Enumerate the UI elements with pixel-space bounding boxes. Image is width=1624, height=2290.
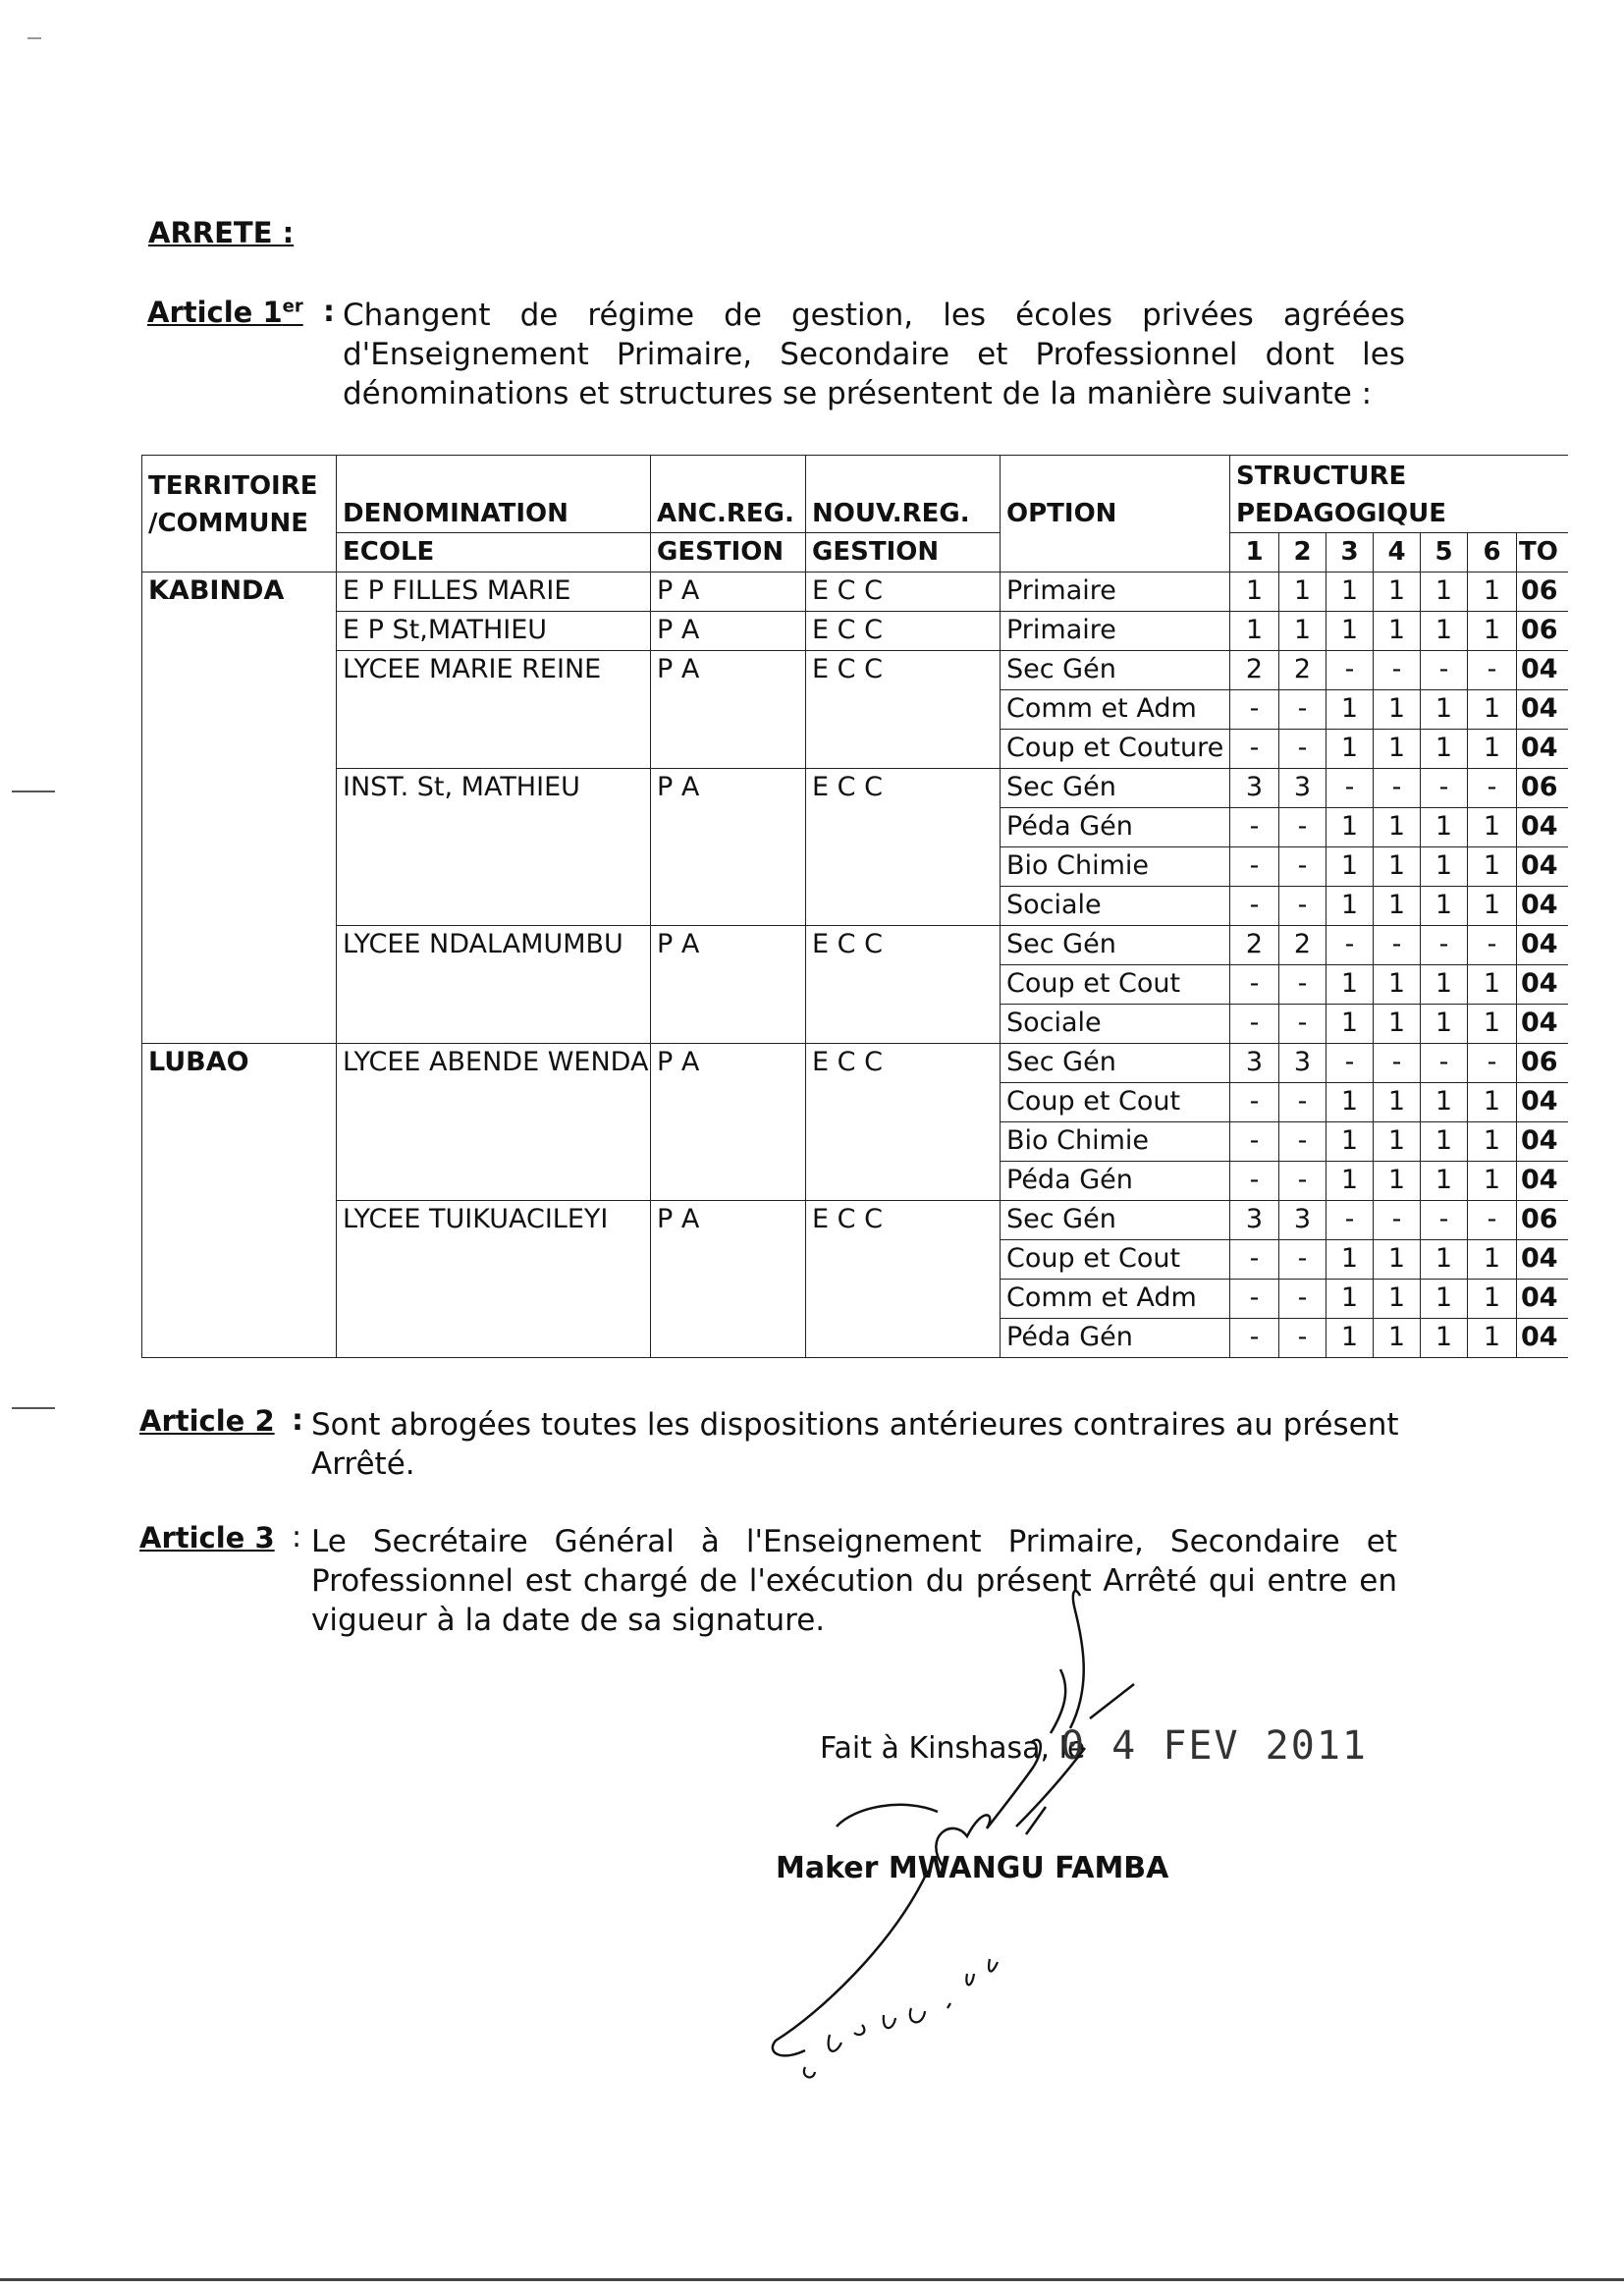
level-cell: 1 <box>1421 1280 1468 1319</box>
level-cell: - <box>1230 847 1279 887</box>
level-cell: 1 <box>1421 1083 1468 1122</box>
level-cell: 1 <box>1326 1240 1374 1280</box>
level-cell: 1 <box>1326 1005 1374 1044</box>
option-cell: Sec Gén <box>1001 651 1230 690</box>
level-cell: 3 <box>1230 1201 1279 1240</box>
table-row <box>142 1201 1568 1240</box>
total-cell: 04 <box>1517 651 1568 690</box>
level-cell: - <box>1230 965 1279 1005</box>
header-ecole: ECOLE <box>337 533 651 572</box>
level-cell: - <box>1326 926 1374 965</box>
option-cell: Bio Chimie <box>1001 847 1230 887</box>
signature-place: Fait à Kinshasa, le <box>820 1731 1086 1766</box>
level-cell: 3 <box>1279 1201 1326 1240</box>
article3-line: Professionnel est chargé de l'exécution du présent Arrêté qui entre en <box>311 1563 1397 1599</box>
total-cell: 04 <box>1517 1162 1568 1201</box>
signature-stroke <box>1016 1684 1134 1827</box>
article1-line: dénominations et structures se présentent de la manière suivante : <box>343 376 1373 411</box>
nouv-gestion-cell: E C C <box>806 572 1001 612</box>
level-cell: - <box>1421 769 1468 808</box>
option-cell: Bio Chimie <box>1001 1122 1230 1162</box>
school-name-cell: INST. St, MATHIEU <box>337 769 651 926</box>
table-row <box>142 612 1568 651</box>
level-cell: 1 <box>1374 965 1421 1005</box>
level-cell: 1 <box>1230 612 1279 651</box>
level-cell: 1 <box>1374 847 1421 887</box>
total-cell: 04 <box>1517 1280 1568 1319</box>
option-cell: Sec Gén <box>1001 1201 1230 1240</box>
level-cell: - <box>1468 1201 1517 1240</box>
level-cell: 1 <box>1421 1240 1468 1280</box>
level-cell: - <box>1279 1083 1326 1122</box>
level-cell: - <box>1230 1122 1279 1162</box>
level-cell: - <box>1279 965 1326 1005</box>
header-anc-gestion: GESTION <box>651 533 806 572</box>
level-cell: 1 <box>1326 965 1374 1005</box>
level-cell: 1 <box>1279 572 1326 612</box>
total-cell: 06 <box>1517 572 1568 612</box>
level-cell: - <box>1374 1201 1421 1240</box>
level-cell: 1 <box>1421 808 1468 847</box>
level-cell: - <box>1230 730 1279 769</box>
level-cell: - <box>1374 1044 1421 1083</box>
option-cell: Primaire <box>1001 572 1230 612</box>
school-name-cell: LYCEE TUIKUACILEYI <box>337 1201 651 1358</box>
school-name-cell: E P St,MATHIEU <box>337 612 651 651</box>
anc-gestion-cell: P A <box>651 769 806 926</box>
header-col-1: 1 <box>1230 533 1279 572</box>
level-cell: 1 <box>1326 1319 1374 1358</box>
option-cell: Coup et Cout <box>1001 1240 1230 1280</box>
level-cell: - <box>1326 1044 1374 1083</box>
signature-stroke <box>1051 1591 1084 1733</box>
article3-line: Le Secrétaire Général à l'Enseignement Primaire, Secondaire et <box>311 1524 1397 1559</box>
header-nouv-reg: NOUV.REG. <box>806 456 1001 533</box>
signature-stroke <box>837 1805 938 1827</box>
level-cell: - <box>1468 651 1517 690</box>
level-cell: 1 <box>1326 887 1374 926</box>
article1-colon: : <box>323 295 335 329</box>
level-cell: - <box>1421 926 1468 965</box>
level-cell: 1 <box>1421 1319 1468 1358</box>
page-bottom-edge <box>0 2278 1624 2281</box>
school-name-cell: LYCEE NDALAMUMBU <box>337 926 651 1044</box>
header-anc-reg: ANC.REG. <box>651 456 806 533</box>
level-cell: 3 <box>1279 1044 1326 1083</box>
table-row <box>142 572 1568 612</box>
level-cell: - <box>1279 1005 1326 1044</box>
nouv-gestion-cell: E C C <box>806 1044 1001 1201</box>
level-cell: - <box>1279 730 1326 769</box>
total-cell: 06 <box>1517 1044 1568 1083</box>
level-cell: - <box>1230 690 1279 730</box>
level-cell: 2 <box>1230 926 1279 965</box>
option-cell: Sec Gén <box>1001 1044 1230 1083</box>
article3-line: vigueur à la date de sa signature. <box>311 1603 826 1638</box>
nouv-gestion-cell: E C C <box>806 612 1001 651</box>
option-cell: Comm et Adm <box>1001 1280 1230 1319</box>
option-cell: Primaire <box>1001 612 1230 651</box>
level-cell: 1 <box>1326 690 1374 730</box>
header-col-4: 4 <box>1374 533 1421 572</box>
article1-label-text: Article 1 <box>147 296 283 329</box>
table-row <box>142 1044 1568 1083</box>
level-cell: 1 <box>1326 1280 1374 1319</box>
level-cell: 1 <box>1374 1005 1421 1044</box>
level-cell: 1 <box>1374 730 1421 769</box>
level-cell: 1 <box>1374 1280 1421 1319</box>
total-cell: 06 <box>1517 612 1568 651</box>
level-cell: 1 <box>1421 690 1468 730</box>
level-cell: - <box>1421 1201 1468 1240</box>
header-col-total: TO <box>1517 533 1568 572</box>
total-cell: 04 <box>1517 690 1568 730</box>
handwritten-signature <box>746 1571 1335 2101</box>
nouv-gestion-cell: E C C <box>806 769 1001 926</box>
level-cell: 1 <box>1374 1083 1421 1122</box>
header-territoire: TERRITOIRE /COMMUNE <box>142 456 337 572</box>
level-cell: 1 <box>1468 1319 1517 1358</box>
level-cell: 1 <box>1468 730 1517 769</box>
level-cell: - <box>1230 1083 1279 1122</box>
level-cell: 1 <box>1468 1083 1517 1122</box>
header-col-2: 2 <box>1279 533 1326 572</box>
anc-gestion-cell: P A <box>651 572 806 612</box>
level-cell: 1 <box>1468 572 1517 612</box>
level-cell: - <box>1468 769 1517 808</box>
article1-line: Changent de régime de gestion, les écoles privées agréées <box>343 298 1405 333</box>
territory-cell: KABINDA <box>142 572 337 1044</box>
level-cell: - <box>1421 1044 1468 1083</box>
level-cell: - <box>1230 1280 1279 1319</box>
anc-gestion-cell: P A <box>651 651 806 769</box>
level-cell: - <box>1326 1201 1374 1240</box>
level-cell: 1 <box>1468 1122 1517 1162</box>
nouv-gestion-cell: E C C <box>806 926 1001 1044</box>
level-cell: 1 <box>1374 1319 1421 1358</box>
level-cell: 1 <box>1374 612 1421 651</box>
level-cell: - <box>1279 887 1326 926</box>
level-cell: 1 <box>1326 808 1374 847</box>
total-cell: 04 <box>1517 1083 1568 1122</box>
level-cell: 1 <box>1374 808 1421 847</box>
territory-cell: LUBAO <box>142 1044 337 1358</box>
level-cell: 1 <box>1468 612 1517 651</box>
level-cell: 1 <box>1326 1162 1374 1201</box>
level-cell: 1 <box>1468 690 1517 730</box>
school-name-cell: E P FILLES MARIE <box>337 572 651 612</box>
table-row <box>142 926 1568 965</box>
option-cell: Péda Gén <box>1001 808 1230 847</box>
level-cell: 1 <box>1279 612 1326 651</box>
table-header-row <box>142 533 1568 572</box>
scan-speck <box>27 37 41 39</box>
level-cell: 1 <box>1374 1122 1421 1162</box>
article2-label: Article 2 <box>139 1404 275 1438</box>
anc-gestion-cell: P A <box>651 926 806 1044</box>
level-cell: 1 <box>1468 965 1517 1005</box>
level-cell: 1 <box>1468 1162 1517 1201</box>
option-cell: Sociale <box>1001 1005 1230 1044</box>
level-cell: 1 <box>1468 808 1517 847</box>
total-cell: 04 <box>1517 1122 1568 1162</box>
anc-gestion-cell: P A <box>651 1201 806 1358</box>
level-cell: 1 <box>1326 1122 1374 1162</box>
level-cell: 3 <box>1230 1044 1279 1083</box>
level-cell: 1 <box>1421 612 1468 651</box>
total-cell: 04 <box>1517 965 1568 1005</box>
level-cell: 3 <box>1230 769 1279 808</box>
level-cell: - <box>1279 1122 1326 1162</box>
signature-stroke <box>773 1871 928 2055</box>
level-cell: 1 <box>1421 1162 1468 1201</box>
level-cell: - <box>1230 1319 1279 1358</box>
level-cell: - <box>1230 808 1279 847</box>
header-col-3: 3 <box>1326 533 1374 572</box>
level-cell: - <box>1468 1044 1517 1083</box>
option-cell: Coup et Couture <box>1001 730 1230 769</box>
total-cell: 04 <box>1517 887 1568 926</box>
table-row <box>142 651 1568 690</box>
level-cell: - <box>1279 690 1326 730</box>
signatory-name: Maker MWANGU FAMBA <box>776 1851 1169 1885</box>
date-stamp: 0 4 FEV 2011 <box>1060 1723 1368 1769</box>
option-cell: Comm et Adm <box>1001 690 1230 730</box>
total-cell: 04 <box>1517 926 1568 965</box>
level-cell: 2 <box>1230 651 1279 690</box>
header-col-6: 6 <box>1468 533 1517 572</box>
margin-mark <box>12 1407 55 1409</box>
article1-text <box>343 296 1405 413</box>
level-cell: 3 <box>1279 769 1326 808</box>
article1-superscript: er <box>282 296 303 317</box>
signature-stroke <box>1026 1807 1046 1834</box>
level-cell: - <box>1374 926 1421 965</box>
level-cell: 1 <box>1421 847 1468 887</box>
header-col-5: 5 <box>1421 533 1468 572</box>
level-cell: - <box>1279 847 1326 887</box>
level-cell: 1 <box>1468 1240 1517 1280</box>
level-cell: 1 <box>1421 1005 1468 1044</box>
level-cell: 1 <box>1374 887 1421 926</box>
level-cell: - <box>1230 1005 1279 1044</box>
level-cell: 2 <box>1279 651 1326 690</box>
level-cell: 1 <box>1374 1162 1421 1201</box>
option-cell: Péda Gén <box>1001 1319 1230 1358</box>
level-cell: 1 <box>1326 730 1374 769</box>
level-cell: - <box>1279 1240 1326 1280</box>
level-cell: 1 <box>1326 1083 1374 1122</box>
level-cell: - <box>1279 1280 1326 1319</box>
level-cell: 1 <box>1326 572 1374 612</box>
header-nouv-gestion: GESTION <box>806 533 1001 572</box>
nouv-gestion-cell: E C C <box>806 1201 1001 1358</box>
schools-table <box>141 455 1568 1358</box>
school-name-cell: LYCEE MARIE REINE <box>337 651 651 769</box>
arrete-heading: ARRETE : <box>148 216 295 249</box>
option-cell: Péda Gén <box>1001 1162 1230 1201</box>
nouv-gestion-cell: E C C <box>806 651 1001 769</box>
level-cell: 1 <box>1326 847 1374 887</box>
level-cell: 1 <box>1421 1122 1468 1162</box>
option-cell: Coup et Cout <box>1001 1083 1230 1122</box>
option-cell: Coup et Cout <box>1001 965 1230 1005</box>
level-cell: 1 <box>1421 730 1468 769</box>
level-cell: - <box>1279 1319 1326 1358</box>
article1-line: d'Enseignement Primaire, Secondaire et Professionnel dont les <box>343 337 1405 372</box>
level-cell: 1 <box>1468 1005 1517 1044</box>
handwritten-date <box>804 1959 998 2077</box>
article2-line: Arrêté. <box>311 1446 415 1482</box>
header-structure: STRUCTURE PEDAGOGIQUE <box>1230 456 1568 533</box>
anc-gestion-cell: P A <box>651 612 806 651</box>
total-cell: 04 <box>1517 1005 1568 1044</box>
level-cell: - <box>1468 926 1517 965</box>
header-option: OPTION <box>1001 456 1230 572</box>
article2-line: Sont abrogées toutes les dispositions antérieures contraires au présent <box>311 1407 1399 1443</box>
total-cell: 04 <box>1517 847 1568 887</box>
article3-label: Article 3 <box>139 1521 275 1554</box>
level-cell: 1 <box>1468 887 1517 926</box>
level-cell: 1 <box>1374 1240 1421 1280</box>
level-cell: 1 <box>1421 572 1468 612</box>
school-name-cell: LYCEE ABENDE WENDA <box>337 1044 651 1201</box>
level-cell: - <box>1421 651 1468 690</box>
signature-stroke <box>936 1740 1040 1866</box>
level-cell: 1 <box>1421 965 1468 1005</box>
total-cell: 04 <box>1517 1319 1568 1358</box>
article2-colon: : <box>292 1403 303 1438</box>
option-cell: Sec Gén <box>1001 926 1230 965</box>
margin-mark <box>12 791 55 792</box>
level-cell: - <box>1279 1162 1326 1201</box>
level-cell: 2 <box>1279 926 1326 965</box>
level-cell: - <box>1230 1162 1279 1201</box>
total-cell: 06 <box>1517 1201 1568 1240</box>
table-row <box>142 769 1568 808</box>
level-cell: - <box>1374 769 1421 808</box>
level-cell: - <box>1326 651 1374 690</box>
article3-colon: : <box>292 1520 302 1554</box>
level-cell: 1 <box>1230 572 1279 612</box>
level-cell: 1 <box>1374 690 1421 730</box>
total-cell: 06 <box>1517 769 1568 808</box>
level-cell: 1 <box>1468 847 1517 887</box>
level-cell: 1 <box>1374 572 1421 612</box>
level-cell: - <box>1279 808 1326 847</box>
total-cell: 04 <box>1517 1240 1568 1280</box>
level-cell: 1 <box>1326 612 1374 651</box>
option-cell: Sociale <box>1001 887 1230 926</box>
total-cell: 04 <box>1517 808 1568 847</box>
level-cell: - <box>1374 651 1421 690</box>
option-cell: Sec Gén <box>1001 769 1230 808</box>
anc-gestion-cell: P A <box>651 1044 806 1201</box>
article2-text <box>311 1405 1397 1484</box>
header-denomination: DENOMINATION <box>337 456 651 533</box>
level-cell: - <box>1230 1240 1279 1280</box>
total-cell: 04 <box>1517 730 1568 769</box>
level-cell: 1 <box>1468 1280 1517 1319</box>
article1-label <box>147 296 303 329</box>
level-cell: - <box>1326 769 1374 808</box>
level-cell: - <box>1230 887 1279 926</box>
level-cell: 1 <box>1421 887 1468 926</box>
